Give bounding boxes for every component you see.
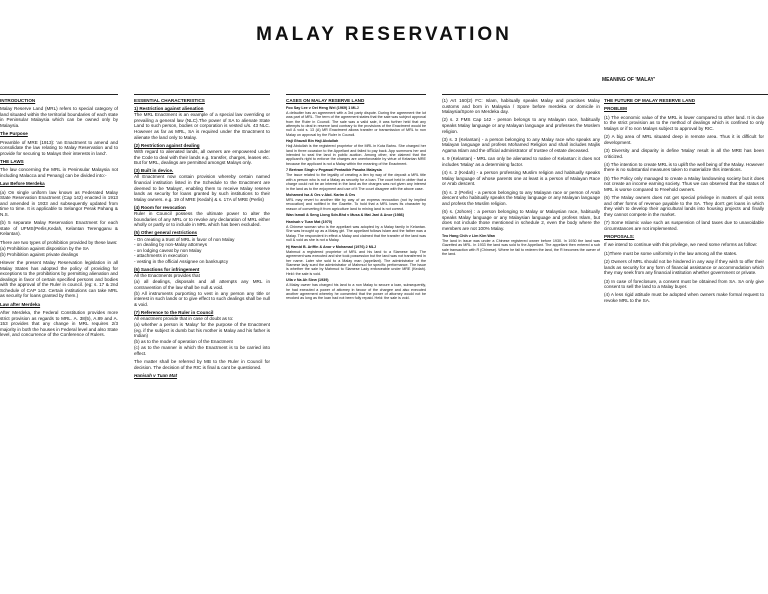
- sanctions-paragraph: All the Enactments provides that: [134, 273, 200, 279]
- characteristics-heading: ESSENTIAL CHARACTERISTICS: [134, 98, 205, 103]
- laws-paragraph: The law concerning the MRL in Peninsular Malaysia not including Malacca and Penang) can be divided into:-: [0, 167, 118, 178]
- meaning-header: MEANING OF 'MALAY': [602, 77, 656, 83]
- case-text: Mahmud a registered proprietor of MRL and his land to a Siamese lady. The agreement was executed and she took possession but the land was not transferred in her name. Later she sold to a Malay man (appellant). The administrator of the Siamese lady sued the administrator of Mahmud for specific performance. The issue is whether the sale by Mahmud to Siamese Lady enforceable under MRE (Kedah). Held: the sale is void.: [286, 249, 426, 276]
- case-title: Wan Ismail & Seng Liong Sdn.Bhd v Musa & Mat Jani & Anor (1986): [286, 213, 404, 218]
- problem-heading: PROBLEM: [604, 106, 627, 112]
- case-text: Haji Abdullah is the registered proprietor of the MRL in Kota Bahru. She charged her land in three occasion to the Appellant and failed to pay back. App summons her and intended to seal the land in public auction. Among other, she claimed that the applicant's right to enforce the charges are unenforceable by virtue of Kelantan MRE because the applicant is not a Malay within the meaning of the Enactment.: [286, 144, 426, 166]
- prohibition-a: (a) Prohibition against disposition by the SA: [0, 245, 89, 251]
- problem-item: (1) The economic value of the MRL is lower compared to other land. It is due to the strict provision as to the method of dealings which is confined to only Malays or if to non Malays subject to approval by RIC.: [604, 114, 764, 131]
- purpose-paragraph: Preamble of MRE (1913): 'an Enactment to amend and consolidate the law relating to Malay Reservation and to provide for securing to Malays their interests in land'.: [0, 139, 118, 156]
- column-introduction: [0, 98, 118, 592]
- sanctions-a: (a) all dealings, disposals and all attempts any MRL in contravention of the law shall be null & void.: [134, 279, 270, 290]
- alienation-paragraph: The MRL Enactment is an example of a special law overriding or prevailing a general law (NLC).The power of SA to alienate State Land to such person, bodies or corporation is vested u/s. 43 NLC. However as far as MRL, SA is required under the Enactment to alienate the land only to Malay.: [134, 112, 270, 140]
- proposal-item: (3) In case of foreclosure, a consent must be obtained from SA. SA only give consent to sell the land to a Malay buyer.: [604, 278, 764, 290]
- after-merdeka-heading: Law after Merdeka: [0, 301, 41, 307]
- list-item: - On creating a trust of MRL in favor of non Malay: [134, 236, 235, 242]
- case-title: Ulla v Na Ah Siew (1939): [286, 278, 329, 283]
- problem-item: (2) A big area of MRL situated deep in remote area. Thus it is difficult for development.: [604, 134, 764, 145]
- divider: [442, 94, 768, 95]
- proposals-heading: PROPOSALS:: [604, 234, 635, 240]
- column-meaning: [442, 98, 600, 592]
- revocation-heading: (4) Room for revocation: [134, 204, 186, 210]
- ruler-reference-paragraph: All enactment provide that in case of doubt as to:: [134, 316, 234, 322]
- sanctions-heading: (6) Sanctions for infringement: [134, 267, 200, 273]
- case-text: A Chinese woman who is the appellant was adopted by a Malay family in Kelantan. She was brought up as a Malay girl. The appellant follows Islam and the father was a Malay. The respondent in effect a Malay and claimed that the transfer of the land was null & void as she is not a Malay.: [286, 224, 426, 243]
- intro-paragraph: Malay Reserve Land (MRL) refers to special category of land situated within the territorial boundaries of each state in Peninsular Malaysia which can be owned only by Malaysia.: [0, 106, 118, 128]
- sanctions-b: (b) All instruments purporting to vest in any person any title or interest in such lands or to give effect to such dealings shall be null & void.: [134, 290, 270, 307]
- built-in-heading: (3) Built in device.: [134, 168, 174, 174]
- case-title: Hanisah v Tuan Mat (1970): [286, 220, 333, 225]
- problem-item: (4) The intention to create MRL is to uplift the well being of the Malay. However there is no substantial measures taken to materialize this intentions.: [604, 161, 764, 173]
- meaning-perlis: (5) s. 2 (Perlis) - a person belonging to any Malayan race or person of Arab descent who habitually speaks the Malay language or any Malayan language and profess the Muslim religion.: [442, 189, 600, 206]
- divider: [286, 94, 426, 95]
- state-enactment-paragraph: (b) 5 separate Malay Reservation Enactment for each state of UFMS(Perlis,Kedah, Kelantan Terengganu & Kelantan).: [0, 220, 118, 237]
- column-characteristics: [134, 98, 270, 592]
- list-item: - attachments in execution: [134, 253, 188, 259]
- case-text: The issue related to the legality of creating a lien by way of the deposit a MRL title with a person who is not a Malay as security for a loan. The court held in obiter that a charge could not be an interest in the land as the charges was not given any interest in the land as to the enjoyment and use of it The court disagree with the above case.: [286, 173, 426, 191]
- alienation-heading: 1) Restriction against alienation: [134, 106, 204, 112]
- case-text: A Malay owner has charged his land to a non Malay to secure a loan, subsequently, he had executed a power of attorney in favour of the chargee and also executed another agreement whereby he consented that the power of attorney would not be revoked as long as the loan had not been fully repaid. Held: the sale is void.: [286, 283, 426, 301]
- introduction-heading: INTRODUCTION: [0, 98, 36, 103]
- before-merdeka-heading: Law Before Merdeka: [0, 181, 45, 187]
- meaning-johore: (6) s. (Johore) : a person belonging to Malay or Malaysian race, habitually speaks Malay language or any Malaysian language and profess Islam, but does not include those mentioned in schedule 2, even the body where the members are not 100% Malay.: [442, 209, 600, 231]
- page-title: MALAY RESERVATION: [256, 24, 512, 45]
- ruler-reference-a: (a) whether a person is 'Malay' for the purpose of the Enactment (eg. if the subject is dumb but his mother is Malay and his father is Indian): [134, 322, 270, 339]
- ruler-reference-b: (b) as to the mode of operation of the Enactment: [134, 339, 233, 345]
- case-name: Hanisah v Tuan Mat: [134, 373, 178, 379]
- case-title: Teo Hang Chih v Lim Kim Wan: [442, 234, 496, 239]
- list-item: - on dealing by non-Malay attorneys: [134, 242, 208, 248]
- decision-paragraph: The matter shall be referred by MB to the Ruler in Council for decision. The decision of the RIC is final & cant be questioned.: [134, 359, 270, 370]
- divider: [0, 94, 118, 95]
- purpose-heading: The Purpose: [0, 131, 28, 137]
- laws-heading: THE LAWS: [0, 159, 24, 165]
- proposal-item: (2) Owners of MRL should not be hindered in any way if they wish to offer their lands as security for any form of financial assistance or accommodation which they may seek from any financial institution whether government or private.: [604, 259, 764, 276]
- column-future: [604, 98, 764, 592]
- proposal-item: (4) A less rigid attitude must be adopted when owners make formal request to revoke MRL to the SA.: [604, 292, 764, 304]
- case-text: A defaulter has an agreement with a 3rd party dispute. During the agreement the lot was part of MRL. The term of the agreement states that the sale was subject approval from the Ruler in Council. The sale was a valid sale, it was further held that any attempts to deal in reserve land contrary to the provisions of the Enactment would be null & void s. 13 (A) MR Enactment allows transfer or transmission of MRL to non Malay on approval by the Ruler in Council.: [286, 110, 426, 137]
- restrictions-list: [134, 237, 270, 265]
- before-merdeka-paragraph: (a) On single uniform law known as Federated Malay State Reservation Enactment (Cap 142) enacted in 1913 and amended in 1933 and subsequently updated from time to time. It is applicable to Selangor Perak Pahang & N.S.: [0, 189, 118, 217]
- revocation-paragraph: Ruler in Council possess the ultimate power to alter the boundaries of any MRL or to revoke any declaration of MRL either wholly or partly or to include in MRL which has been excluded.: [134, 211, 270, 228]
- built-in-paragraph: All Enactment now contain provision whereby certain named financial institution listed in the Schedule to the Enactment are deemed to be 'Malays', enabling them to receive Malay reserve lands as security for loans granted by such institutions to their Malay owners. e.g. 19 of MRE (Kedah) & s. 17A of MRE (Perlis): [134, 174, 270, 202]
- after-merdeka-paragraph: After Merdeka, the Federal Constitution provides more strict provision as regards to MRL. A. 38(5), A.89 and A. 153 provides that any change in MRL requires 2/3 majority in both the houses in Federal level and also State level, and concurrence of the Conference of Rulers.: [0, 310, 118, 338]
- case-title: Mohamed Isa & Ors v Abd. Karim & Ors: [286, 193, 356, 198]
- exceptions-paragraph: Hitever the present Malay Reservation legislation in all Malay States has adopted the policy of providing for exceptions to the prohibitions by permitting alienation and dealings in favor of certain specified persons and bodies with the approval of the Ruler in council. (eg: s. 17 & 2nd Schedule of CAP 142. Certain institutions can take MRL as security for loans granted by them.): [0, 260, 118, 299]
- dealing-heading: (2) Restriction against dealing: [134, 142, 200, 148]
- meaning-kelantan: (3) s. 3 (Kelantan) - a person belonging to any Malay race who speaks any Malayan language and profess Mohamed Religion and shall includes Majlis Agama Islam and the official administrator of trustee of estate deceased.: [442, 136, 600, 153]
- problem-item: (3) Diversity and disparity in define 'Malay' result in all the MRE has been criticized.: [604, 148, 764, 159]
- dealing-paragraph: With regard to alienated lands, all owners are empowered under the Code to deal with their lands e.g. transfer, charges, leases etc. But for MRL, dealings are permitted amongst Malays only.: [134, 148, 270, 166]
- ruler-reference-c: (c) as to the manner in which the Enactment is to be carried into effect.: [134, 345, 270, 356]
- ruler-reference-heading: (7) Reference to the Ruler in Council: [134, 310, 214, 316]
- case-text: The land in issue was under a Chinese registered owner before 1930. In 1930 the land was Gazetted as MRL. In 1933 the land was sold to the Appellant. The appellant then entered a sub sale transaction with R (Chinese). Where he fail to redeem the land, the R becomes the owner of the land.: [442, 238, 600, 257]
- meaning-kelantan-s9: s. 9 (Kelantan) - MRL can only be alienated to native of Kelantan: it does not includes 'Malay' as a determining factor.: [442, 156, 600, 167]
- list-item: - vesting in the official Assignee on bankruptcy: [134, 258, 229, 264]
- list-item: - on lodging caveat by non Malay: [134, 247, 202, 253]
- proposals-intro: If we intend to continue with this privilege, we need some reforms as follow:: [604, 242, 758, 248]
- proposal-item: (1)There must be some uniformity in the law among all the states.: [604, 250, 738, 256]
- meaning-fc: (1) Art 160(2) FC: Islam, habitually speaks Malay and practises Malay customs and born in Malaysia / Spore before merdeka or domicile in Malaysia/Spore on Merdeka day.: [442, 98, 600, 115]
- meaning-kedah: (4) s. 2 (Kedah) - a person professing Muslim religion and habitually speaks Malay language of whose parents one at least is a person of Malayan Race or Arab descent.: [442, 170, 600, 187]
- divider: [134, 94, 270, 95]
- problem-item: (6) The Malay owners does not get special privilege in matters of quit rents and other forms of revenue payable to the SA. They don't get loans in which they wish to develop their agricultural lands into housing projects and finally they cannot compete in the market.: [604, 195, 764, 217]
- problem-item: (7) Some Islamic value such as suspension of land taxes due to unavoidable circumstances are not implemented.: [604, 220, 764, 231]
- cases-heading: CASES ON MALAY RESERVE LAND: [286, 98, 365, 103]
- case-title: Foo Say Lee v Oei Heng Wei (1969) 1 MLJ: [286, 105, 359, 110]
- meaning-fms: (2) s. 2 FMS Cap 142 - person belongs to any Malayan race, habitually speaks Malay language or any Malayan language and professes the Moslem religion.: [442, 117, 600, 134]
- case-title: 7 Bertram Singh v Pegawai Pentadbir Pasaha Malaysia: [286, 168, 382, 173]
- column-cases: [286, 98, 426, 592]
- other-restrictions-heading: (5) Other general restrictions: [134, 230, 198, 236]
- case-title: Hj Hamid B. Ariffin & Anor v Mohamad (1976) 2 MLJ: [286, 244, 377, 249]
- prohibition-paragraph: There are two types of prohibition provided by these laws:: [0, 239, 118, 245]
- case-title: Haji Ghazali Bin Haji Abdullah: [286, 139, 339, 144]
- future-heading: THE FUTURE OF MALAY RESERVE LAND: [604, 98, 696, 103]
- case-block: [442, 234, 600, 257]
- problem-item: (5) The Policy only managed to create a Malay landowning society but it does not create an income earning society. Thus we can observed that the status of MRL is worse compared to Freehold owners.: [604, 175, 764, 192]
- prohibition-b: (b) Prohibition against private dealings: [0, 251, 79, 257]
- case-text: MRL may revert to another title by way of an express revocation (not by implied revocation) and notified in the Gazette. To hold that a MRL loses its character by reason of converting it from agriculture land to mining land is not correct.: [286, 198, 426, 211]
